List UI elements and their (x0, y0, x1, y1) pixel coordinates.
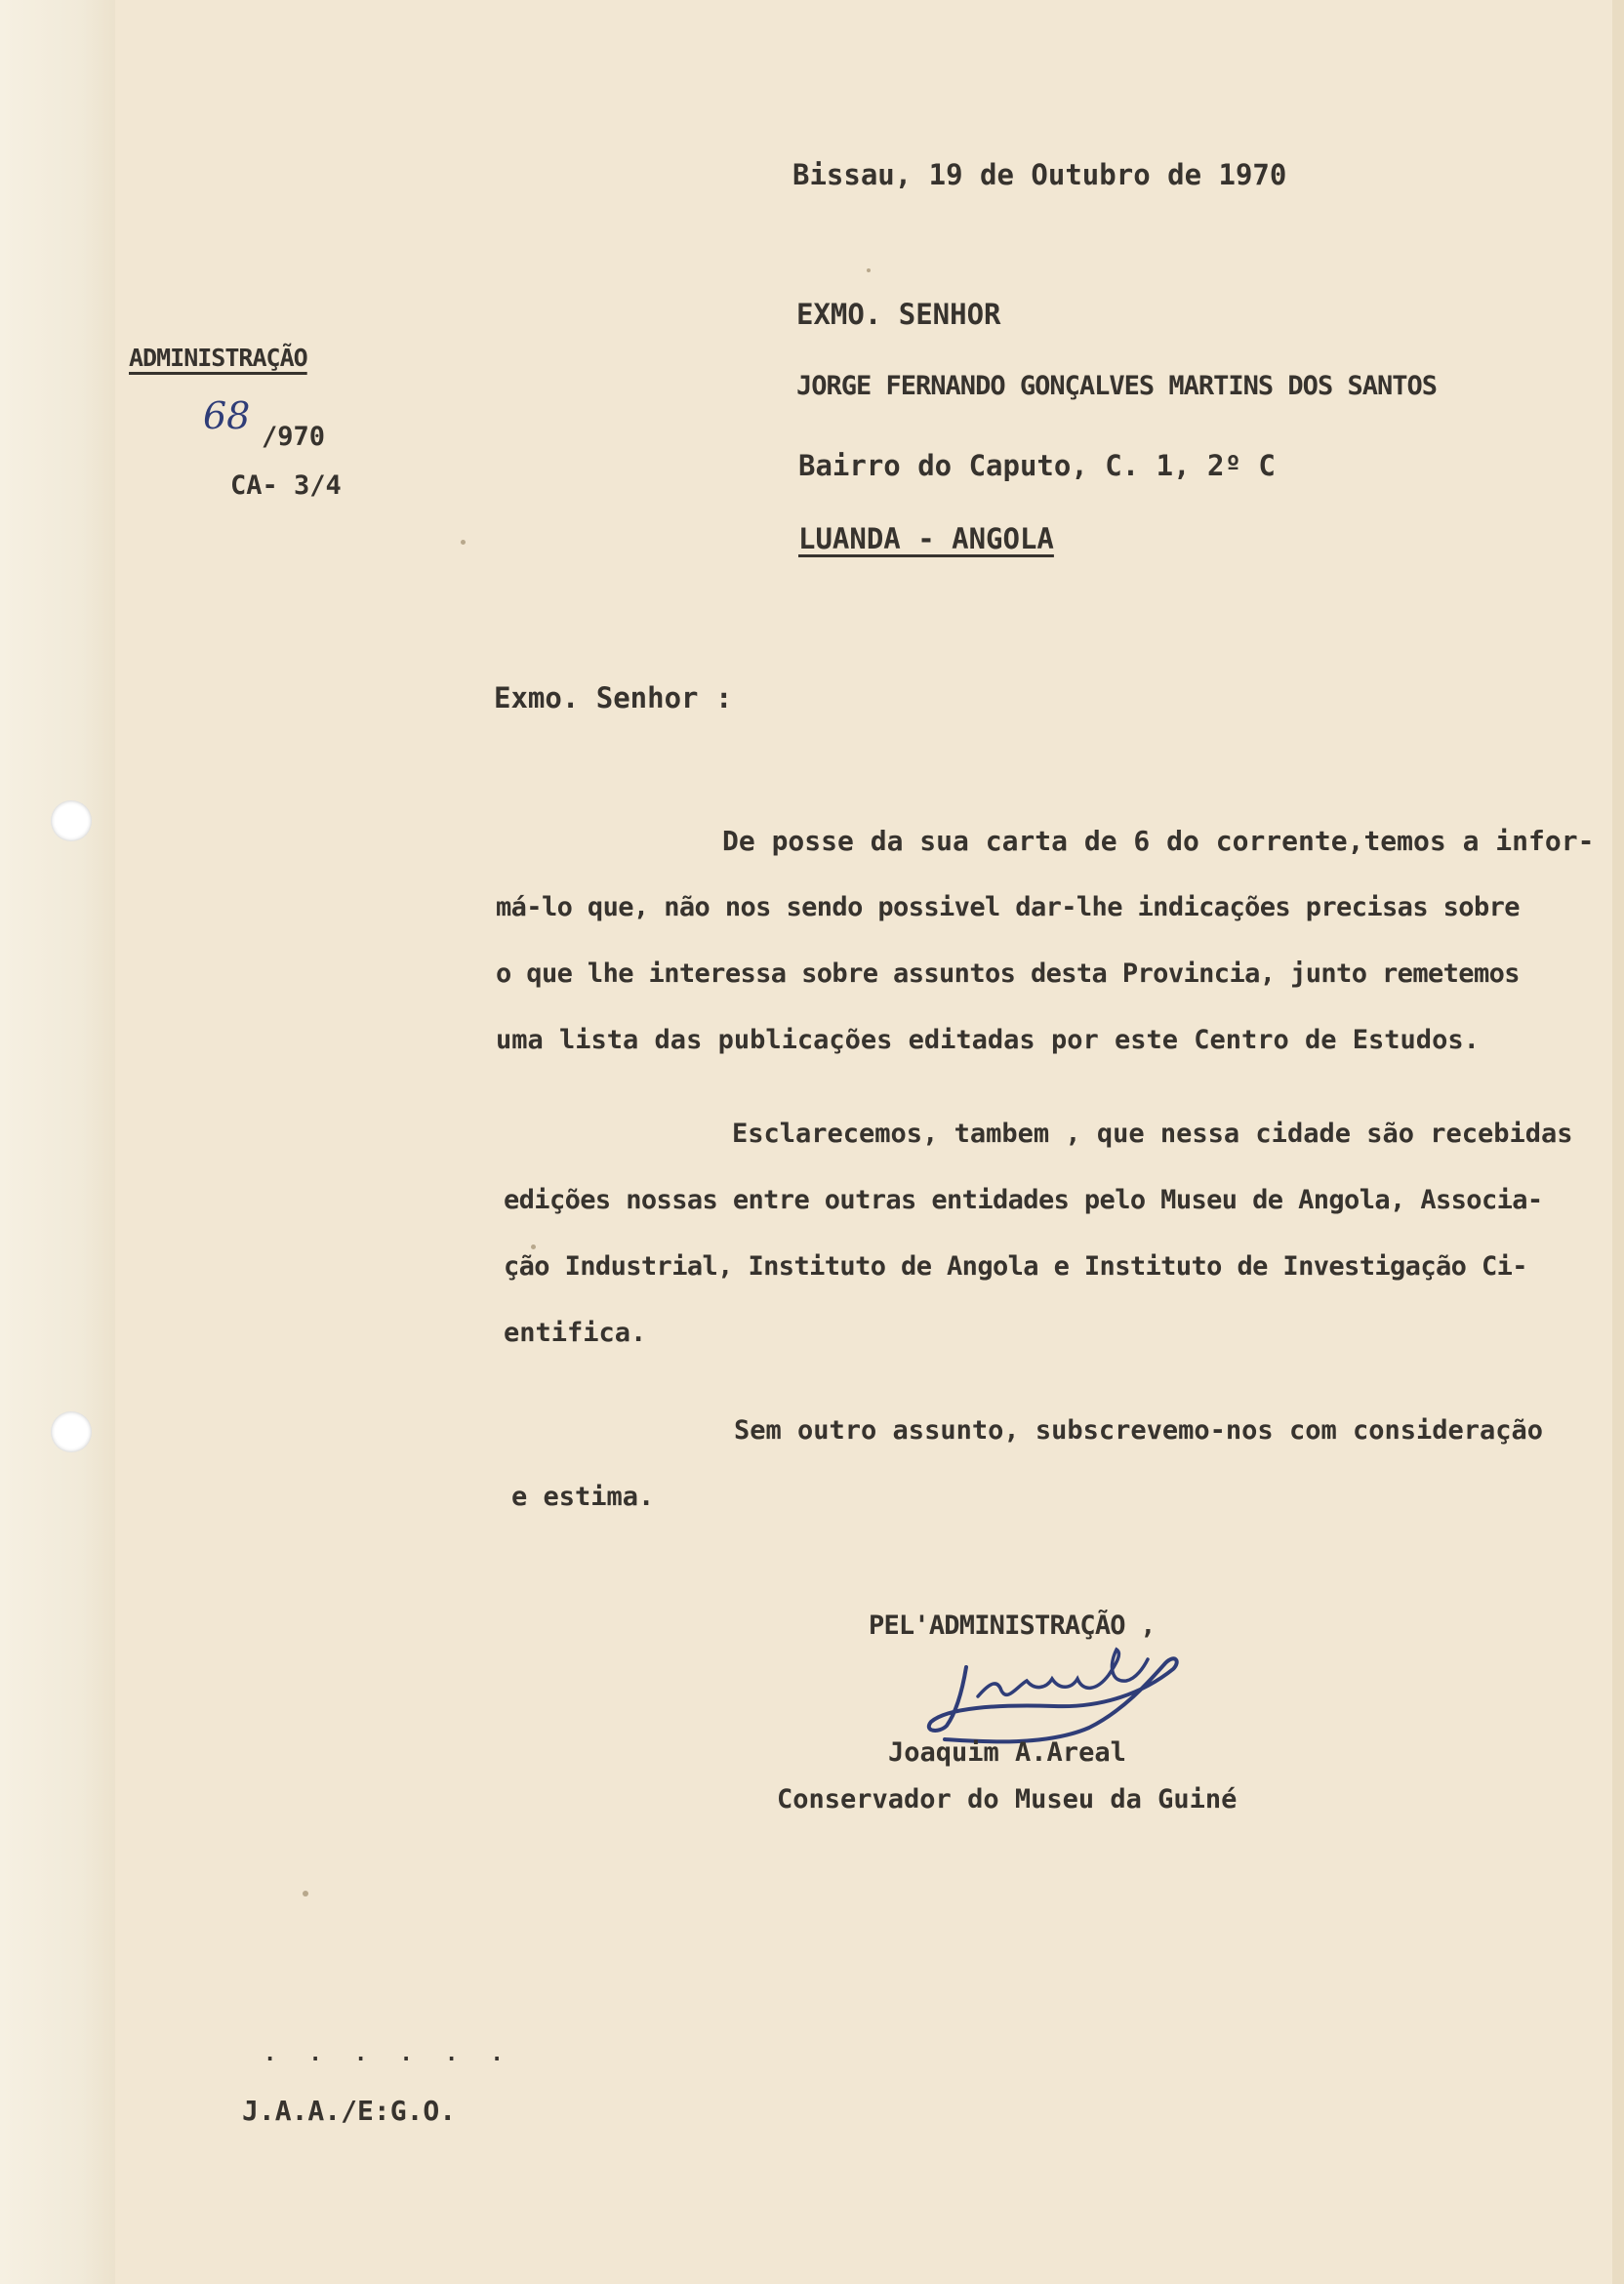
paragraph-2-line: edições nossas entre outras entidades pelo Museu de Angola, Associa- (504, 1185, 1543, 1215)
addressee-header: EXMO. SENHOR (796, 298, 1001, 331)
paragraph-3 (511, 1398, 1543, 1530)
footer-dots: . . . . . . (264, 2042, 513, 2066)
paragraph-3-line: e estima. (511, 1482, 655, 1512)
signer-name: Joaquim A.Areal (888, 1737, 1126, 1768)
paragraph-2-line: ção Industrial, Instituto de Angola e Instituto de Investigação Ci- (504, 1251, 1527, 1282)
paragraph-3-line: Sem outro assunto, subscrevemo-nos com consideração (734, 1415, 1544, 1446)
paragraph-1-line: De posse da sua carta de 6 do corrente,temos a infor- (722, 825, 1595, 857)
signer-title: Conservador do Museu da Guiné (777, 1784, 1238, 1815)
paper-speck (867, 268, 871, 272)
punch-hole-bottom (51, 1411, 92, 1452)
paragraph-2-line: Esclarecemos, tambem , que nessa cidade são recebidas (732, 1119, 1573, 1149)
recipient-city: LUANDA - ANGOLA (798, 522, 1054, 555)
paragraph-1-line: má-lo que, não nos sendo possivel dar-lhe indicações precisas sobre (496, 892, 1520, 922)
greeting: Exmo. Senhor : (494, 681, 733, 714)
recipient-address: Bairro do Caputo, C. 1, 2º C (798, 449, 1276, 482)
paper-speck (461, 540, 466, 545)
place-date: Bissau, 19 de Outubro de 1970 (792, 158, 1287, 191)
reference-code: CA- 3/4 (230, 470, 342, 501)
reference-department: ADMINISTRAÇÃO (129, 344, 307, 372)
paragraph-1 (496, 808, 1594, 1074)
reference-year: /970 (262, 422, 326, 452)
punch-hole-top (51, 800, 92, 841)
recipient-name: JORGE FERNANDO GONÇALVES MARTINS DOS SANTOS (796, 371, 1437, 401)
paper-right-edge (1612, 0, 1624, 2284)
closing: PEL'ADMINISTRAÇÃO , (869, 1611, 1156, 1641)
paper-left-margin-strip (0, 0, 115, 2284)
paragraph-2 (504, 1101, 1573, 1366)
signature-image (917, 1640, 1200, 1752)
reference-number-handwritten: 68 (203, 394, 251, 437)
paragraph-1-line: o que lhe interessa sobre assuntos desta Provincia, junto remetemos (496, 958, 1520, 989)
paper-speck (303, 1891, 308, 1897)
initials: J.A.A./E:G.O. (242, 2095, 457, 2127)
paragraph-1-line: uma lista das publicações editadas por este Centro de Estudos. (496, 1025, 1480, 1055)
paragraph-2-line: entifica. (504, 1318, 647, 1348)
